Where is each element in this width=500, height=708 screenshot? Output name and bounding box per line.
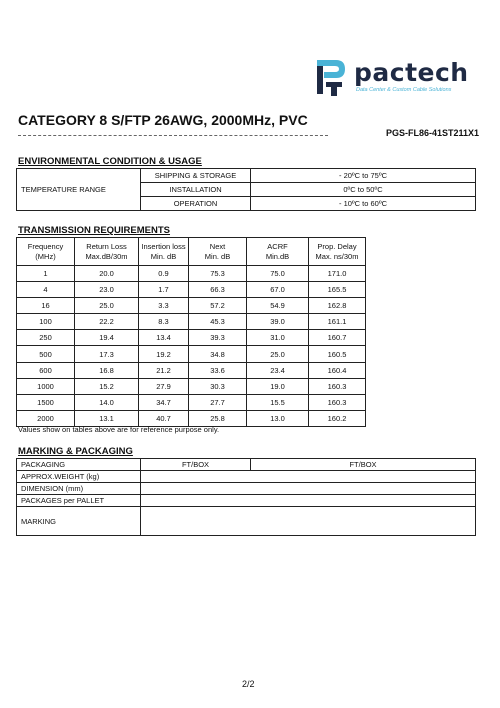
table-cell: 67.0 xyxy=(247,282,309,298)
table-cell: 23.0 xyxy=(75,282,139,298)
temperature-range-label: TEMPERATURE RANGE xyxy=(17,169,141,211)
row-label: PACKAGES per PALLET xyxy=(17,495,141,507)
table-cell: 25.0 xyxy=(75,298,139,314)
table-cell: 16 xyxy=(17,298,75,314)
table-cell: 27.7 xyxy=(189,394,247,410)
table-cell: 25.8 xyxy=(189,410,247,426)
table-cell: 66.3 xyxy=(189,282,247,298)
reference-note: Values show on tables above are for reference purpose only. xyxy=(18,425,220,434)
condition-cell: SHIPPING & STORAGE xyxy=(141,169,251,183)
table-cell: 34.7 xyxy=(139,394,189,410)
marking-rows xyxy=(17,459,476,536)
title-divider xyxy=(18,135,328,136)
condition-cell: INSTALLATION xyxy=(141,183,251,197)
table-cell: 162.8 xyxy=(309,298,366,314)
table-cell: 21.2 xyxy=(139,362,189,378)
table-cell: 2000 xyxy=(17,410,75,426)
environmental-table xyxy=(16,168,476,211)
table-cell: 40.7 xyxy=(139,410,189,426)
column-header: Frequency (MHz) xyxy=(17,238,75,266)
column-header: Prop. Delay Max. ns/30m xyxy=(309,238,366,266)
table-cell: 1000 xyxy=(17,378,75,394)
table-cell: 34.8 xyxy=(189,346,247,362)
table-cell: 54.9 xyxy=(247,298,309,314)
table-cell: 27.9 xyxy=(139,378,189,394)
table-header-row xyxy=(17,238,366,266)
row-label: DIMENSION (mm) xyxy=(17,483,141,495)
table-cell: 160.4 xyxy=(309,362,366,378)
table-cell: 160.3 xyxy=(309,394,366,410)
table-cell: 22.2 xyxy=(75,314,139,330)
table-cell: 19.4 xyxy=(75,330,139,346)
row-label: APPROX.WEIGHT (kg) xyxy=(17,471,141,483)
table-row xyxy=(17,330,366,346)
value-cell xyxy=(141,483,476,495)
transmission-heading: TRANSMISSION REQUIREMENTS xyxy=(18,225,171,236)
table-row xyxy=(17,459,476,471)
column-header: Next Min. dB xyxy=(189,238,247,266)
table-cell: 39.3 xyxy=(189,330,247,346)
table-cell: 14.0 xyxy=(75,394,139,410)
transmission-table xyxy=(16,237,366,427)
table-cell: 13.1 xyxy=(75,410,139,426)
range-cell: 0ºC to 50ºC xyxy=(251,183,476,197)
table-cell: 160.2 xyxy=(309,410,366,426)
range-cell: - 10ºC to 60ºC xyxy=(251,197,476,211)
table-cell: 30.3 xyxy=(189,378,247,394)
table-cell: 600 xyxy=(17,362,75,378)
value-cell xyxy=(141,507,476,536)
table-cell: 160.3 xyxy=(309,378,366,394)
value-cell: FT/BOX xyxy=(251,459,476,471)
table-cell: 15.2 xyxy=(75,378,139,394)
document-title: CATEGORY 8 S/FTP 26AWG, 2000MHz, PVC xyxy=(18,112,308,128)
brand-tagline: Data Center & Custom Cable Solutions xyxy=(356,87,452,93)
table-row xyxy=(17,282,366,298)
table-cell: 171.0 xyxy=(309,266,366,282)
row-label: PACKAGING xyxy=(17,459,141,471)
table-cell: 75.3 xyxy=(189,266,247,282)
brand-logo xyxy=(312,56,482,98)
value-cell xyxy=(141,495,476,507)
transmission-rows xyxy=(17,266,366,427)
table-cell: 160.7 xyxy=(309,330,366,346)
table-cell: 1.7 xyxy=(139,282,189,298)
table-cell: 161.1 xyxy=(309,314,366,330)
column-header: Insertion loss Min. dB xyxy=(139,238,189,266)
table-row xyxy=(17,471,476,483)
part-number: PGS-FL86-41ST211X1 xyxy=(386,128,480,138)
table-cell: 57.2 xyxy=(189,298,247,314)
table-row xyxy=(17,169,476,183)
table-cell: 33.6 xyxy=(189,362,247,378)
table-row xyxy=(17,394,366,410)
table-cell: 13.4 xyxy=(139,330,189,346)
condition-cell: OPERATION xyxy=(141,197,251,211)
table-cell: 15.5 xyxy=(247,394,309,410)
table-cell: 25.0 xyxy=(247,346,309,362)
table-cell: 75.0 xyxy=(247,266,309,282)
marking-table xyxy=(16,458,476,536)
table-cell: 19.2 xyxy=(139,346,189,362)
table-cell: 17.3 xyxy=(75,346,139,362)
table-cell: 8.3 xyxy=(139,314,189,330)
range-cell: - 20ºC to 75ºC xyxy=(251,169,476,183)
table-cell: 100 xyxy=(17,314,75,330)
column-header: ACRF Min.dB xyxy=(247,238,309,266)
table-row xyxy=(17,495,476,507)
table-row xyxy=(17,378,366,394)
table-row xyxy=(17,346,366,362)
table-cell: 31.0 xyxy=(247,330,309,346)
marking-heading: MARKING & PACKAGING xyxy=(18,446,133,457)
table-cell: 160.5 xyxy=(309,346,366,362)
table-cell: 1500 xyxy=(17,394,75,410)
table-row xyxy=(17,507,476,536)
table-row xyxy=(17,483,476,495)
table-cell: 4 xyxy=(17,282,75,298)
page-number: 2/2 xyxy=(242,679,255,689)
brand-name: pactech xyxy=(354,58,469,87)
table-cell: 45.3 xyxy=(189,314,247,330)
table-cell: 39.0 xyxy=(247,314,309,330)
table-cell: 1 xyxy=(17,266,75,282)
column-header: Return Loss Max.dB/30m xyxy=(75,238,139,266)
table-row xyxy=(17,298,366,314)
table-cell: 250 xyxy=(17,330,75,346)
value-cell: FT/BOX xyxy=(141,459,251,471)
table-row xyxy=(17,266,366,282)
environmental-heading: ENVIRONMENTAL CONDITION & USAGE xyxy=(18,156,202,167)
table-cell: 23.4 xyxy=(247,362,309,378)
value-cell xyxy=(141,471,476,483)
table-row xyxy=(17,314,366,330)
table-row xyxy=(17,362,366,378)
table-cell: 3.3 xyxy=(139,298,189,314)
table-cell: 0.9 xyxy=(139,266,189,282)
row-label: MARKING xyxy=(17,507,141,536)
table-cell: 16.8 xyxy=(75,362,139,378)
table-cell: 20.0 xyxy=(75,266,139,282)
table-cell: 13.0 xyxy=(247,410,309,426)
table-cell: 500 xyxy=(17,346,75,362)
table-cell: 165.5 xyxy=(309,282,366,298)
pactech-logo-icon xyxy=(312,56,348,98)
table-cell: 19.0 xyxy=(247,378,309,394)
